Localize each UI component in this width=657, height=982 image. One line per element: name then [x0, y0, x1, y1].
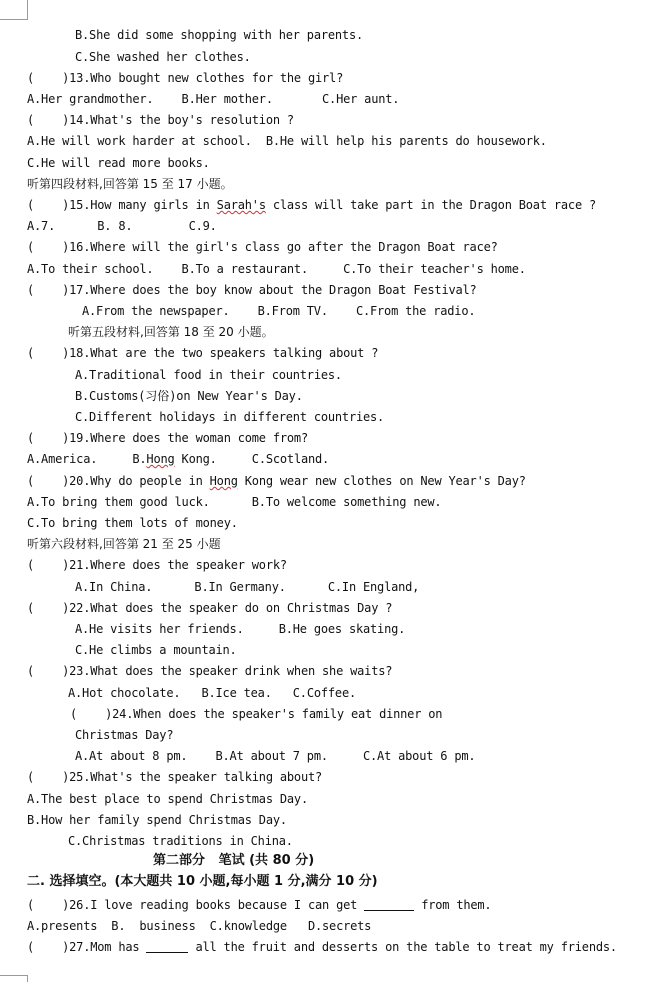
section-6-instruction: 听第六段材料,回答第 21 至 25 小题: [27, 537, 221, 551]
q26-answer-blank[interactable]: [364, 898, 414, 911]
part-2-heading: 第二部分 笔试 (共 80 分): [153, 853, 315, 868]
section-2-heading: 二. 选择填空。(本大题共 10 小题,每小题 1 分,满分 10 分): [27, 874, 378, 889]
q21-options: A.In China. B.In Germany. C.In England,: [75, 580, 420, 594]
q26-text-end: from them.: [414, 898, 492, 912]
q25-question: ( )25.What's the speaker talking about?: [27, 770, 323, 784]
q20-question: [27, 472, 526, 490]
q20-text-end: Kong wear new clothes on New Year's Day?: [237, 474, 526, 488]
q27-text-start: ( )27.Mom has: [27, 940, 147, 954]
q18-b-end: )on New Year's Day.: [169, 389, 303, 403]
q14-option-c: C.He will read more books.: [27, 156, 210, 170]
q17-options: A.From the newspaper. B.From TV. C.From the radio.: [82, 304, 476, 318]
q15-name-sarah: Sarah's: [216, 198, 266, 212]
q26-options: A.presents B. business C.knowledge D.secrets: [27, 919, 372, 933]
q13-options: A.Her grandmother. B.Her mother. C.Her aunt.: [27, 92, 400, 106]
q22-options-ab: A.He visits her friends. B.He goes skating.: [75, 622, 406, 636]
q18-b-customs-cn: 习俗: [145, 389, 170, 403]
q16-options: A.To their school. B.To a restaurant. C.To their teacher's home.: [27, 262, 526, 276]
q18-option-c: C.Different holidays in different countries.: [75, 410, 385, 424]
q20-option-c: C.To bring them lots of money.: [27, 516, 238, 530]
q19-opt-end: Kong. C.Scotland.: [174, 452, 330, 466]
q20-text-start: ( )20.Why do people in: [27, 474, 210, 488]
q12-option-b: B.She did some shopping with her parents.: [75, 28, 364, 42]
q22-question: ( )22.What does the speaker do on Christmas Day ?: [27, 601, 393, 615]
q25-option-b: B.How her family spend Christmas Day.: [27, 813, 287, 827]
q27-text-end: all the fruit and desserts on the table to treat my friends.: [188, 940, 617, 954]
page-corner-top-horizontal: [0, 19, 27, 20]
q18-option-a: A.Traditional food in their countries.: [75, 368, 342, 382]
q18-question: ( )18.What are the two speakers talking about ?: [27, 346, 379, 360]
page-corner-top-vertical: [27, 0, 28, 20]
q26-question: [27, 896, 491, 914]
q16-question: ( )16.Where will the girl's class go after the Dragon Boat race?: [27, 240, 498, 254]
q15-text-start: ( )15.How many girls in: [27, 198, 217, 212]
section-4-instruction: 听第四段材料,回答第 15 至 17 小题。: [27, 177, 233, 191]
q25-option-c: C.Christmas traditions in China.: [68, 834, 293, 848]
q20-word-hong: Hong: [209, 474, 238, 488]
q14-options-ab: A.He will work harder at school. B.He will help his parents do housework.: [27, 134, 547, 148]
q18-option-b: [75, 387, 303, 405]
page-corner-bottom-vertical: [27, 975, 28, 982]
q21-question: ( )21.Where does the speaker work?: [27, 558, 287, 572]
q27-question: [27, 938, 617, 956]
q15-options: A.7. B. 8. C.9.: [27, 219, 217, 233]
q20-options-ab: A.To bring them good luck. B.To welcome something new.: [27, 495, 442, 509]
q15-text-end: class will take part in the Dragon Boat race ?: [265, 198, 597, 212]
q13-question: ( )13.Who bought new clothes for the girl?: [27, 71, 344, 85]
q15-question: [27, 196, 596, 214]
q12-option-c: C.She washed her clothes.: [75, 50, 251, 64]
q19-opt-start: A.America. B.: [27, 452, 147, 466]
q22-option-c: C.He climbs a mountain.: [75, 643, 237, 657]
q27-answer-blank[interactable]: [146, 940, 188, 953]
q23-question: ( )23.What does the speaker drink when she waits?: [27, 664, 393, 678]
q19-question: ( )19.Where does the woman come from?: [27, 431, 308, 445]
q24-question: ( )24.When does the speaker's family eat dinner on: [70, 707, 443, 721]
q25-option-a: A.The best place to spend Christmas Day.: [27, 792, 308, 806]
q19-options: [27, 450, 329, 468]
q24-question-cont: Christmas Day?: [75, 728, 174, 742]
section-5-instruction: 听第五段材料,回答第 18 至 20 小题。: [68, 325, 274, 339]
q24-options: A.At about 8 pm. B.At about 7 pm. C.At about 6 pm.: [75, 749, 476, 763]
q23-options: A.Hot chocolate. B.Ice tea. C.Coffee.: [68, 686, 357, 700]
page-corner-bottom-horizontal: [0, 975, 27, 976]
q26-text-start: ( )26.I love reading books because I can get: [27, 898, 365, 912]
q19-word-hong: Hong: [146, 452, 175, 466]
q18-b-start: B.Customs(: [75, 389, 146, 403]
q14-question: ( )14.What's the boy's resolution ?: [27, 113, 294, 127]
q17-question: ( )17.Where does the boy know about the Dragon Boat Festival?: [27, 283, 477, 297]
